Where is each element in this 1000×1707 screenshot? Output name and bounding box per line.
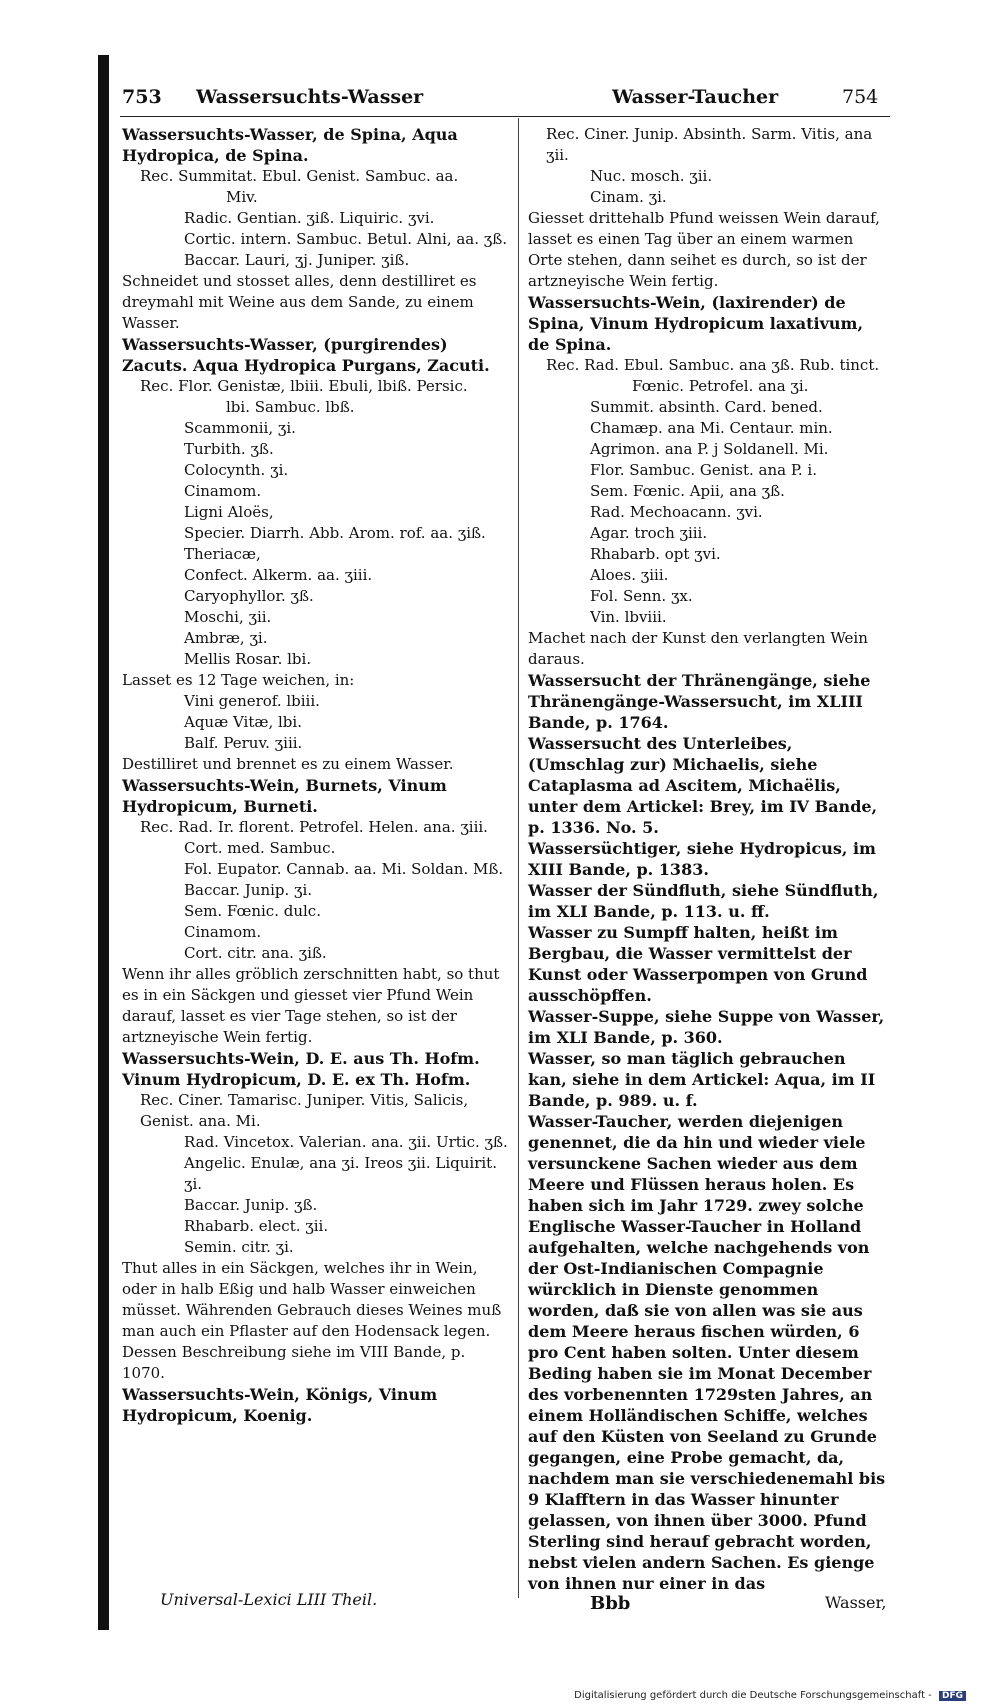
work-title-footer: Universal-Lexici LIII Theil.	[160, 1590, 378, 1609]
text-line: Schneidet und stosset alles, denn destilliret es dreymahl mit Weine aus dem Sande, zu einem Wasser.	[122, 272, 477, 332]
text-line: Ambræ, ʒi.	[184, 629, 268, 647]
right-column	[528, 124, 888, 1594]
text-line: Cinamom.	[184, 923, 262, 941]
text-line: Wenn ihr alles gröblich zerschnitten habt, so thut es in ein Säckgen und giesset vier Pfund Wein darauf, lasset es vier Tage stehen, so ist der artzneyische Wein fertig.	[122, 965, 500, 1046]
text-line: Semin. citr. ʒi.	[184, 1238, 294, 1256]
text-line: Giesset drittehalb Pfund weissen Wein darauf, lasset es einen Tag über an einem warmen Orte stehen, dann seihet es durch, so ist der artzneyische Wein fertig.	[528, 209, 880, 290]
text-line: Rec. Rad. Ir. florent. Petrofel. Helen. ana. ʒiii.	[140, 818, 488, 836]
text-line: Cort. med. Sambuc.	[184, 839, 336, 857]
text-line: Baccar. Junip. ʒß.	[184, 1196, 318, 1214]
text-line: Wassersuchts-Wasser, de Spina, Aqua Hydropica, de Spina.	[122, 125, 458, 165]
text-line: Wassersüchtiger, siehe Hydropicus, im XIII Bande, p. 1383.	[528, 839, 876, 879]
text-line: Wasser der Sündfluth, siehe Sündfluth, im XLI Bande, p. 113. u. ff.	[528, 881, 879, 921]
text-line: Flor. Sambuc. Genist. ana P. i.	[590, 461, 817, 479]
digitization-text: Digitalisierung gefördert durch die Deutsche Forschungsgemeinschaft -	[574, 1690, 932, 1701]
text-line: Wasser zu Sumpff halten, heißt im Bergbau, die Wasser vermittelst der Kunst oder Wasserpompen von Grund ausschöpffen.	[528, 923, 868, 1005]
text-line: lbi. Sambuc. lbß.	[226, 398, 355, 416]
text-line: Ligni Aloës,	[184, 503, 274, 521]
text-line: Rhabarb. opt ʒvi.	[590, 545, 721, 563]
text-line: Wasser-Suppe, siehe Suppe von Wasser, im XLI Bande, p. 360.	[528, 1007, 885, 1047]
text-line: Cort. citr. ana. ʒiß.	[184, 944, 327, 962]
text-line: Wassersuchts-Wein, Burnets, Vinum Hydropicum, Burneti.	[122, 776, 447, 816]
text-line: Fol. Senn. ʒx.	[590, 587, 693, 605]
text-line: Summit. absinth. Card. bened. Chamæp. ana Mi. Centaur. min. Agrimon. ana P. j Soldanell. Mi.	[590, 398, 833, 458]
text-line: Destilliret und brennet es zu einem Wasser.	[122, 755, 454, 773]
text-line: Nuc. mosch. ʒii.	[590, 167, 713, 185]
text-line: Rec. Rad. Ebul. Sambuc. ana ʒß. Rub. tinct.	[546, 356, 880, 374]
left-column	[122, 124, 510, 1426]
text-line: Fœnic. Petrofel. ana ʒi.	[632, 377, 809, 395]
text-line: Wassersuchts-Wasser, (purgirendes) Zacuts. Aqua Hydropica Purgans, Zacuti.	[122, 335, 490, 375]
text-line: Aloes. ʒiii.	[590, 566, 669, 584]
text-line: Moschi, ʒii.	[184, 608, 272, 626]
text-line: Baccar. Junip. ʒi.	[184, 881, 313, 899]
text-line: Wassersucht der Thränengänge, siehe Thränengänge-Wassersucht, im XLIII Bande, p. 1764.	[528, 671, 871, 732]
text-line: Baccar. Lauri, ʒj. Juniper. ʒiß.	[184, 251, 410, 269]
text-line: Wasser, so man täglich gebrauchen kan, siehe in dem Artickel: Aqua, im II Bande, p. 989. u. f.	[528, 1049, 876, 1110]
catchword: Wasser,	[825, 1593, 887, 1612]
text-line: Caryophyllor. ʒß.	[184, 587, 314, 605]
right-running-title: Wasser-Taucher	[612, 86, 779, 108]
text-line: Balf. Peruv. ʒiii.	[184, 734, 303, 752]
page-binding-edge	[98, 55, 109, 1630]
text-line: Vini generof. lbiii.	[184, 692, 320, 710]
left-page-number: 753	[122, 86, 162, 108]
text-line: Sem. Fœnic. Apii, ana ʒß.	[590, 482, 785, 500]
text-line: Mellis Rosar. lbi.	[184, 650, 312, 668]
text-line: Machet nach der Kunst den verlangten Wein daraus.	[528, 629, 868, 668]
text-line: Wassersuchts-Wein, (laxirender) de Spina, Vinum Hydropicum laxativum, de Spina.	[528, 293, 864, 354]
dfg-logo: DFG	[939, 1691, 966, 1701]
right-page-number: 754	[842, 86, 879, 108]
text-line: Theriacæ,	[184, 545, 261, 563]
text-line: Cortic. intern. Sambuc. Betul. Alni, aa. ʒß.	[184, 230, 508, 248]
text-line: Wassersuchts-Wein, Königs, Vinum Hydropicum, Koenig.	[122, 1385, 438, 1425]
text-line: Thut alles in ein Säckgen, welches ihr in Wein, oder in halb Eßig und halb Wasser einweichen müsset. Währenden Gebrauch dieses Weines muß man auch ein Pflaster auf den Hodensack legen. Dessen Beschreibung siehe im VIII Bande, p. 1070.	[122, 1259, 502, 1382]
text-line: Rad. Mechoacann. ʒvi.	[590, 503, 763, 521]
text-line: Rec. Summitat. Ebul. Genist. Sambuc. aa.	[140, 167, 459, 185]
text-line: Cinam. ʒi.	[590, 188, 667, 206]
digitization-note	[574, 1690, 966, 1701]
column-divider	[518, 118, 519, 1598]
text-line: Cinamom.	[184, 482, 262, 500]
text-line: Lasset es 12 Tage weichen, in:	[122, 671, 355, 689]
text-line: Vin. lbviii.	[590, 608, 667, 626]
text-line: Aquæ Vitæ, lbi.	[184, 713, 302, 731]
text-line: Rad. Vincetox. Valerian. ana. ʒii. Urtic. ʒß. Angelic. Enulæ, ana ʒi. Ireos ʒii. Liquirit. ʒi.	[184, 1133, 508, 1193]
text-line: Miv.	[226, 188, 258, 206]
text-line: Wassersuchts-Wein, D. E. aus Th. Hofm. Vinum Hydropicum, D. E. ex Th. Hofm.	[122, 1049, 480, 1089]
text-line: Fol. Eupator. Cannab. aa. Mi. Soldan. Mß.	[184, 860, 504, 878]
text-line: Confect. Alkerm. aa. ʒiii.	[184, 566, 373, 584]
text-line: Specier. Diarrh. Abb. Arom. rof. aa. ʒiß.	[184, 524, 486, 542]
text-line: Scammonii, ʒi.	[184, 419, 296, 437]
left-running-title: Wassersuchts-Wasser	[196, 86, 424, 108]
text-line: Rec. Ciner. Junip. Absinth. Sarm. Vitis, ana ʒii.	[546, 125, 873, 164]
text-line: Sem. Fœnic. dulc.	[184, 902, 321, 920]
text-line: Agar. troch ʒiii.	[590, 524, 708, 542]
text-line: Rhabarb. elect. ʒii.	[184, 1217, 329, 1235]
text-line: Rec. Flor. Genistæ, lbiii. Ebuli, lbiß. Persic.	[140, 377, 468, 395]
text-line: Radic. Gentian. ʒiß. Liquiric. ʒvi.	[184, 209, 435, 227]
text-line: Wassersucht des Unterleibes, (Umschlag zur) Michaelis, siehe Cataplasma ad Ascitem, Michaëlis, unter dem Artickel: Brey, im IV Bande, p. 1336. No. 5.	[528, 734, 878, 837]
signature-mark: Bbb	[590, 1593, 631, 1614]
header-rule	[120, 116, 890, 117]
text-line: Rec. Ciner. Tamarisc. Juniper. Vitis, Salicis, Genist. ana. Mi.	[140, 1091, 469, 1130]
text-line: Colocynth. ʒi.	[184, 461, 289, 479]
text-line: Turbith. ʒß.	[184, 440, 274, 458]
text-line: Wasser-Taucher, werden diejenigen genennet, die da hin und wieder viele versunckene Sachen wieder aus dem Meere und Flüssen heraus holen. Es haben sich im Jahr 1729. zwey solche Englische Wasser-Taucher in Holland aufgehalten, welche nachgehends von der Ost-Indianischen Compagnie würcklich in Dienste genommen worden, daß sie von allen was sie aus dem Meere heraus fischen würden, 6 pro Cent haben solten. Unter diesem Beding haben sie im Monat December des vorbenennten 1729sten Jahres, an einem Holländischen Schiffe, welches auf den Küsten von Seeland zu Grunde gegangen, eine Probe gemacht, da, nachdem man sie verschiedenemahl bis 9 Klafftern in das Wasser hinunter gelassen, von ihnen über 3000. Pfund Sterling sind herauf gebracht worden, nebst vielen andern Sachen. Es gienge von ihnen nur einer in das	[528, 1112, 886, 1593]
